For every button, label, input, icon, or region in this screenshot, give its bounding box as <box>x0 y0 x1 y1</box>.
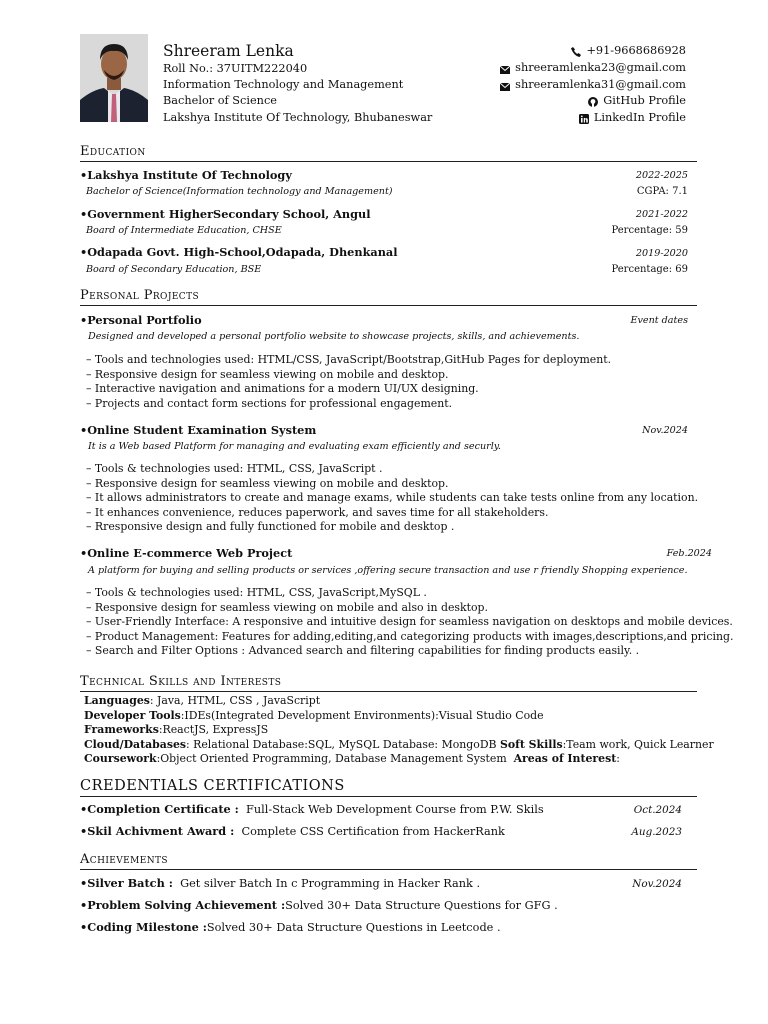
edu-years-2: 2021-2022 <box>635 209 688 220</box>
skills-frameworks-value: :ReactJS, ExpressJS <box>158 723 269 736</box>
project-date-3: Feb.2024 <box>666 548 712 559</box>
linkedin-icon <box>579 114 589 122</box>
edu-school-2: •Government HigherSecondary School, Angul <box>80 207 371 221</box>
project-3-bullet: – Product Management: Features for adding,editing,and categorizing products with images,descriptions,and pricing. <box>86 630 733 645</box>
skills-cloud-value: : Relational Database:SQL, MySQL Database: MongoDB <box>186 738 497 751</box>
projects-divider <box>80 305 697 306</box>
edu-detail-1: Bachelor of Science(Information technology and Management) <box>86 186 393 197</box>
cert-label-1: •Completion Certificate : <box>80 802 239 816</box>
project-1-bullet: – Interactive navigation and animations for a modern UI/UX designing. <box>86 382 611 397</box>
project-title-2: •Online Student Examination System <box>80 423 317 437</box>
degree: Bachelor of Science <box>163 94 277 107</box>
project-date-1: Event dates <box>630 315 688 326</box>
skills-frameworks-label: Frameworks <box>84 723 159 736</box>
project-1-bullet: – Responsive design for seamless viewing on mobile and desktop. <box>86 368 611 383</box>
project-bullets-2 <box>86 462 698 535</box>
project-bullets-1 <box>86 353 611 411</box>
college: Lakshya Institute Of Technology, Bhubaneswar <box>163 111 433 124</box>
project-2-bullet: – Tools & technologies used: HTML, CSS, JavaScript . <box>86 462 698 477</box>
cert-date-1: Oct.2024 <box>633 804 682 816</box>
skills-interest-label: Areas of Interest <box>513 752 617 765</box>
project-2-bullet: – Rresponsive design and fully functioned for mobile and desktop . <box>86 520 698 535</box>
cert-label-2: •Skil Achivment Award : <box>80 824 235 838</box>
project-title-3: •Online E-commerce Web Project <box>80 546 293 560</box>
achievement-text-3: Solved 30+ Data Structure Questions in Leetcode . <box>206 921 501 934</box>
skills-coursework <box>84 752 620 767</box>
envelope-icon <box>500 64 510 72</box>
project-2-bullet: – Responsive design for seamless viewing on mobile and desktop. <box>86 477 698 492</box>
phone-icon <box>571 47 581 55</box>
project-desc-2: It is a Web based Platform for managing and evaluating exam efficiently and securly. <box>88 441 501 452</box>
email-2-text: shreeramlenka31@gmail.com <box>515 78 686 91</box>
phone-number: +91-9668686928 <box>586 44 686 57</box>
edu-score-1: CGPA: 7.1 <box>636 186 688 197</box>
project-desc-3: A platform for buying and selling products or services ,offering secure transaction and use r friendly Shopping experience. <box>88 565 688 576</box>
project-3-bullet: – Responsive design for seamless viewing on mobile and also in desktop. <box>86 601 733 616</box>
certifications-divider <box>80 796 697 797</box>
linkedin-link[interactable] <box>579 111 686 125</box>
skills-devtools-label: Developer Tools <box>84 709 181 722</box>
achievement-text-1: Get silver Batch In c Programming in Hacker Rank . <box>180 877 481 890</box>
envelope-icon <box>500 81 510 89</box>
project-2-bullet: – It allows administrators to create and manage exams, while students can take tests online from any location. <box>86 491 698 506</box>
email-1-text: shreeramlenka23@gmail.com <box>515 61 686 74</box>
skills-frameworks <box>84 723 268 738</box>
achievement-item-2 <box>80 898 558 913</box>
achievement-label-3: •Coding Milestone : <box>80 920 207 934</box>
achievements-heading: Achievements <box>80 852 168 867</box>
email-2-link[interactable] <box>500 78 686 92</box>
achievement-label-2: •Problem Solving Achievement : <box>80 898 286 912</box>
achievements-divider <box>80 869 697 870</box>
phone-contact[interactable] <box>571 44 686 58</box>
cert-text-2: Complete CSS Certification from HackerRank <box>241 825 505 838</box>
edu-years-3: 2019-2020 <box>635 248 688 259</box>
skills-cloud-soft <box>84 738 714 753</box>
project-bullets-3 <box>86 586 733 659</box>
achievement-date-1: Nov.2024 <box>632 878 682 890</box>
achievement-label-1: •Silver Batch : <box>80 876 173 890</box>
github-link[interactable] <box>588 94 686 108</box>
cert-text-1: Full-Stack Web Development Course from P.W. Skils <box>246 803 544 816</box>
cert-date-2: Aug.2023 <box>631 826 682 838</box>
achievement-item-1 <box>80 876 480 891</box>
skills-languages-label: Languages <box>84 694 150 707</box>
project-1-bullet: – Tools and technologies used: HTML/CSS, JavaScript/Bootstrap,GitHub Pages for deployment. <box>86 353 611 368</box>
project-3-bullet: – Search and Filter Options : Advanced search and filtering capabilities for finding products easily. . <box>86 644 733 659</box>
skills-languages-value: : Java, HTML, CSS , JavaScript <box>149 694 321 707</box>
project-desc-1: Designed and developed a personal portfolio website to showcase projects, skills, and achievements. <box>88 331 580 342</box>
profile-photo <box>80 34 148 122</box>
project-date-2: Nov.2024 <box>642 425 688 436</box>
certifications-heading: CREDENTIALS CERTIFICATIONS <box>80 778 345 794</box>
skills-soft-label: Soft Skills <box>500 738 563 751</box>
skills-course-value: :Object Oriented Programming, Database Management System <box>156 752 507 765</box>
edu-school-1: •Lakshya Institute Of Technology <box>80 168 292 182</box>
project-3-bullet: – Tools & technologies used: HTML, CSS, JavaScript,MySQL . <box>86 586 733 601</box>
edu-detail-3: Board of Secondary Education, BSE <box>86 264 262 275</box>
project-title-1: •Personal Portfolio <box>80 313 202 327</box>
skills-divider <box>80 691 697 692</box>
skills-languages <box>84 694 320 709</box>
github-text: GitHub Profile <box>603 94 686 107</box>
candidate-name: Shreeram Lenka <box>163 42 294 60</box>
edu-score-3: Percentage: 69 <box>611 264 688 275</box>
projects-heading: Personal Projects <box>80 288 200 303</box>
edu-score-2: Percentage: 59 <box>611 225 688 236</box>
edu-school-3: •Odapada Govt. High-School,Odapada, Dhenkanal <box>80 245 398 259</box>
skills-course-label: Coursework <box>84 752 157 765</box>
cert-item-2 <box>80 824 505 839</box>
skills-interest-value: : <box>616 752 620 765</box>
email-1-link[interactable] <box>500 61 686 75</box>
cert-item-1 <box>80 802 544 817</box>
skills-heading: Technical Skills and Interests <box>80 674 282 689</box>
department: Information Technology and Management <box>163 78 404 91</box>
linkedin-text: LinkedIn Profile <box>593 111 686 124</box>
skills-cloud-label: Cloud/Databases <box>84 738 187 751</box>
project-3-bullet: – User-Friendly Interface: A responsive and intuitive design for seamless navigation on desktops and mobile devices. <box>86 615 733 630</box>
github-icon <box>588 97 598 105</box>
education-heading: Education <box>80 144 146 159</box>
project-2-bullet: – It enhances convenience, reduces paperwork, and saves time for all stakeholders. <box>86 506 698 521</box>
project-1-bullet: – Projects and contact form sections for professional engagement. <box>86 397 611 412</box>
achievement-item-3 <box>80 920 501 935</box>
skills-devtools-value: :IDEs(Integrated Development Environments):Visual Studio Code <box>180 709 544 722</box>
education-divider <box>80 161 697 162</box>
achievement-text-2: Solved 30+ Data Structure Questions for GFG . <box>285 899 558 912</box>
skills-soft-value: :Team work, Quick Learner <box>562 738 714 751</box>
roll-number: Roll No.: 37UITM222040 <box>163 62 308 75</box>
edu-years-1: 2022-2025 <box>635 170 688 181</box>
edu-detail-2: Board of Intermediate Education, CHSE <box>86 225 282 236</box>
skills-devtools <box>84 709 544 724</box>
